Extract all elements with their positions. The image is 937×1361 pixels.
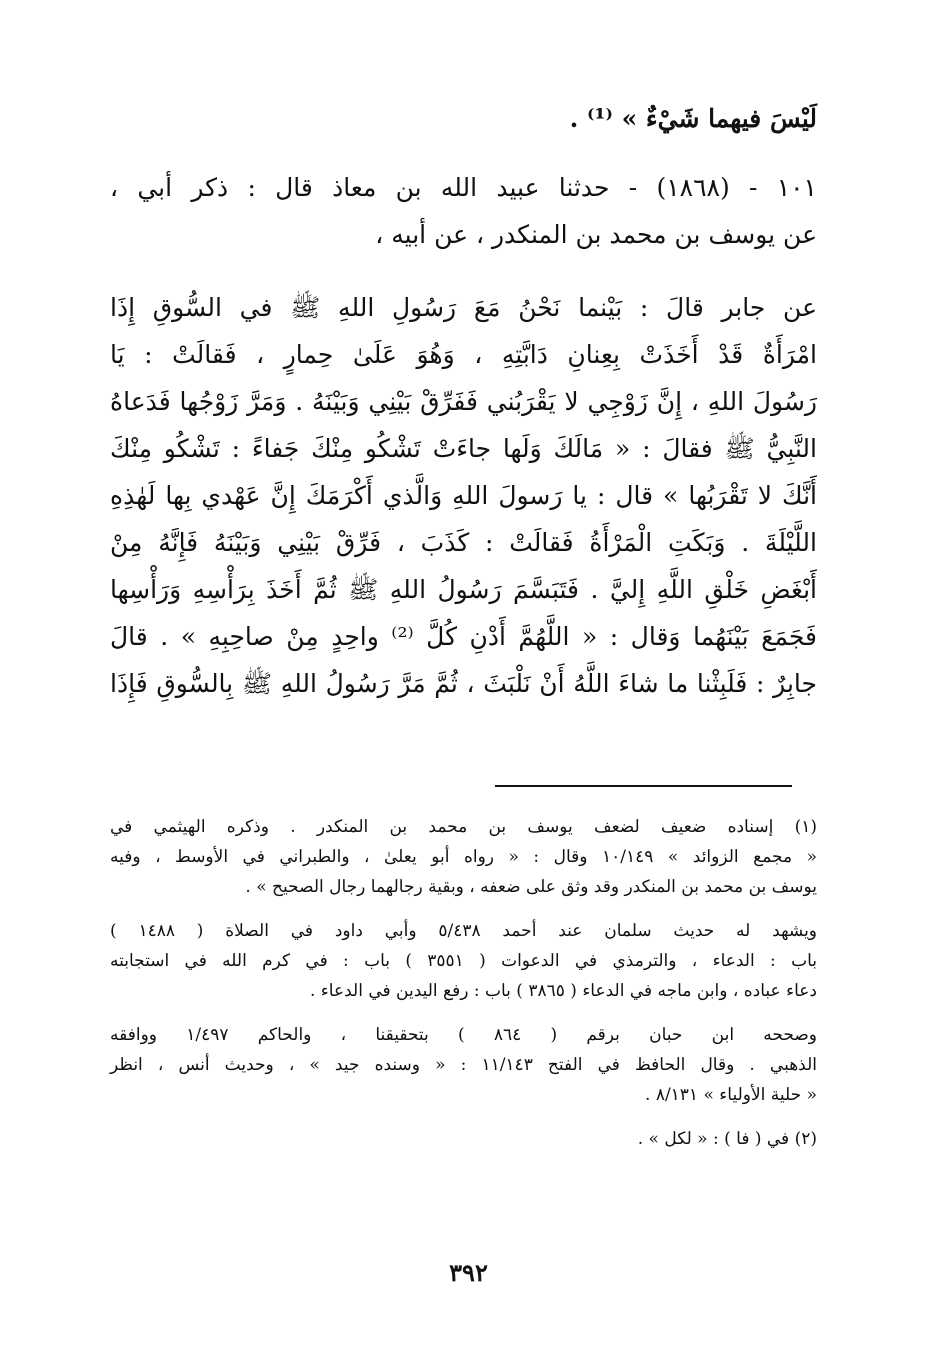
- hadith-header-line: ١٠١ - (١٨٦٨) - حدثنا عبيد الله بن معاذ قال : ذكر أبي ،: [110, 173, 817, 202]
- hadith-body-line: أَبْغَضِ خَلْقِ اللَّهِ إِليَّ . فَتَبَسَّمَ رَسُولُ اللهِ ﷺ ثُمَّ أَخَذَ بِرَأْسِهِ وَرَأْسِها: [110, 575, 817, 604]
- hadith-body: [110, 284, 817, 707]
- continuation-line: لَيْسَ فيهما شَيْءٌ » ⁽¹⁾ .: [569, 104, 817, 133]
- footnote-1: [110, 812, 817, 902]
- footnote-1-shawahid: [110, 916, 817, 1006]
- hadith-body-line: النَّبِيُّ ﷺ فقالَ : « مَالَكَ وَلَها جاءَتْ تَشْكُو مِنْكَ جَفاءً : تَشْكُو مِنْكَ: [110, 434, 817, 463]
- hadith-body-line: رَسُولَ اللهِ ، إِنَّ زَوْجِي لا يَقْرَبُني فَفَرِّقْ بَيْنِي وَبَيْنَهُ . وَمَرَّ زَوْجُها فَدَعاهُ: [110, 387, 817, 416]
- hadith-body-line: امْرَأَةٌ قَدْ أَخَذَتْ بِعِنانِ دَابَّتِهِ ، وَهُوَ عَلَىٰ حِمارٍ ، فَقالَتْ : يَا: [110, 340, 817, 369]
- footnote-line: ويشهد له حديث سلمان عند أحمد ٥/٤٣٨ وأبي داود في الصلاة ( ١٤٨٨ ): [110, 921, 818, 941]
- hadith-header: [110, 164, 817, 258]
- footnote-line: يوسف بن محمد بن المنكدر وقد وثق على ضعفه ، وبقية رجالهما رجال الصحيح » .: [245, 877, 817, 897]
- footnote-line: (١) إسناده ضعيف لضعف يوسف بن محمد بن المنكدر . وذكره الهيثمي في: [110, 817, 817, 837]
- footnote-line: وصححه ابن حبان برقم ( ٨٦٤ ) بتحقيقنا ، والحاكم ١/٤٩٧ ووافقه: [110, 1025, 817, 1045]
- footnote-line: « حلية الأولياء » ٨/١٣١ .: [645, 1085, 817, 1105]
- footnote-line: دعاء عباده ، وابن ماجه في الدعاء ( ٣٨٦٥ ) باب : رفع اليدين في الدعاء .: [309, 981, 817, 1001]
- hadith-body-line: عن جابر قالَ : بَيْنما نَحْنُ مَعَ رَسُولِ اللهِ ﷺ في السُّوقِ إِذَا: [110, 293, 817, 322]
- footnote-2: (٢) في ( فا ) : « لكل » .: [637, 1129, 817, 1149]
- footnote-line: « مجمع الزوائد » ١٠/١٤٩ وقال : « رواه أبو يعلىٰ ، والطبراني في الأوسط ، وفيه: [110, 847, 817, 867]
- hadith-body-line: فَجَمَعَ بَيْنَهُما وَقال : « اللَّهُمَّ أَدْنِ كُلَّ ⁽²⁾ واحِدٍ مِنْ صاحِبِهِ » . قالَ: [110, 622, 818, 651]
- main-text: [110, 95, 817, 707]
- footnote-line: باب : الدعاء ، والترمذي في الدعوات ( ٣٥٥١ ) باب : في كرم الله في استجابته: [110, 951, 817, 971]
- footnotes: [110, 812, 817, 1154]
- hadith-body-line: أَنَّكَ لا تَقْرَبُها » قال : يا رَسولَ اللهِ وَالَّذي أَكْرَمَكَ إِنَّ عَهْدي بِها لَهٰذِهِ: [110, 481, 817, 510]
- hadith-header-line: عن يوسف بن محمد بن المنكدر ، عن أبيه ،: [375, 220, 817, 249]
- hadith-body-line: اللَّيْلَةَ . وَبَكَتِ الْمَرْأَةُ فَقالَتْ : كَذَبَ ، فَرِّقْ بَيْنِي وَبَيْنَهُ فَإِنَّهُ مِنْ: [110, 528, 817, 557]
- hadith-body-line: جابِرٌ : فَلَبِثْنا ما شاءَ اللَّهُ أَنْ نَلْبَثَ ، ثُمَّ مَرَّ رَسُولُ اللهِ ﷺ بِالسُّوقِ فَإِذَا: [110, 669, 817, 698]
- footnote-line: الذهبي . وقال الحافظ في الفتح ١١/١٤٣ : « وسنده جيد » ، وحديث أنس ، انظر: [110, 1055, 817, 1075]
- footnote-separator: [495, 785, 792, 787]
- page-number: ٣٩٢: [449, 1258, 488, 1287]
- footnote-1-tashih: [110, 1020, 817, 1110]
